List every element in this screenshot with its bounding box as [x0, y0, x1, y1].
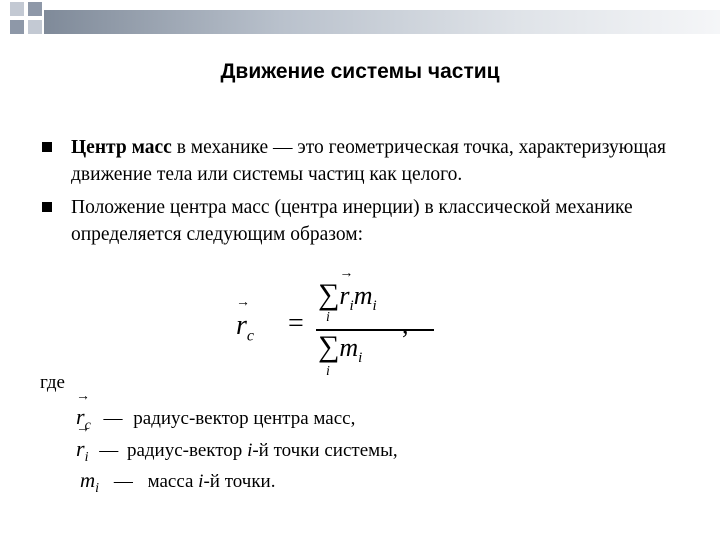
decor-square-2: [28, 2, 42, 16]
formula-lhs: [236, 310, 254, 346]
formula-num-vector: → r: [339, 281, 349, 311]
definition-ri-dash: —: [99, 440, 119, 461]
decor-square-3: [10, 20, 24, 34]
definition-mi-text-before: масса: [147, 471, 199, 492]
definition-mi-text-after: -й точки.: [203, 471, 276, 492]
formula-den-mass-sub: i: [358, 350, 363, 367]
slide-title: Движение системы частиц: [220, 60, 500, 83]
definition-mi-sub: i: [95, 480, 100, 496]
definition-ri-symbol: → r: [76, 436, 85, 462]
formula-equals: =: [288, 308, 304, 339]
definition-mi: [80, 468, 275, 497]
bullet-1-bold-term: Центр масс: [71, 137, 172, 158]
where-label: где: [40, 372, 65, 393]
definition-rc-text: радиус-вектор центра масс,: [133, 408, 356, 429]
definition-ri-italic: i: [247, 440, 253, 461]
definition-ri-text-before: радиус-вектор: [126, 440, 248, 461]
formula-comma: ,: [402, 310, 409, 339]
formula-lhs-symbol: → r: [236, 310, 247, 342]
definition-rc-sub: c: [84, 417, 91, 433]
definition-ri-sub: i: [84, 449, 89, 465]
definition-mi-symbol: m: [80, 468, 96, 492]
decor-square-4: [28, 20, 42, 34]
definition-ri: [76, 436, 398, 466]
definition-rc-dash: —: [103, 408, 123, 429]
formula-lhs-sub: c: [246, 327, 255, 345]
definition-mi-italic: i: [198, 471, 204, 492]
bullet-item-1: [42, 134, 682, 188]
decor-square-1: [10, 2, 24, 16]
formula-num-vector-sub: i: [349, 298, 354, 315]
formula-den-sum-index: i: [326, 364, 330, 379]
formula-sum-symbol: ∑: [318, 330, 340, 363]
definition-rc: [76, 404, 355, 434]
formula-num-sum-index: i: [326, 310, 330, 325]
square-bullet-icon: [42, 202, 52, 212]
definition-ri-text-after: -й точки системы,: [252, 440, 398, 461]
definition-mi-dash: —: [113, 471, 133, 492]
center-of-mass-formula: [230, 278, 430, 378]
formula-num-factor: m: [353, 281, 373, 310]
bullet-list: [42, 134, 682, 254]
bullet-1-text: в механике — это геометрическая точка, характеризующая движение тела или системы частиц как целого.: [71, 137, 666, 185]
formula-denominator: [318, 330, 362, 367]
bullet-item-2: [42, 194, 682, 248]
decor-header-bar: [44, 10, 720, 34]
formula-num-factor-sub: i: [372, 298, 377, 315]
formula-den-mass: m: [339, 333, 359, 362]
bullet-2-text: Положение центра масс (центра инерции) в классической механике определяется следующим образом:: [71, 197, 633, 245]
square-bullet-icon: [42, 142, 52, 152]
formula-sum-symbol: ∑: [318, 278, 340, 311]
definition-rc-symbol: → r: [76, 404, 85, 430]
